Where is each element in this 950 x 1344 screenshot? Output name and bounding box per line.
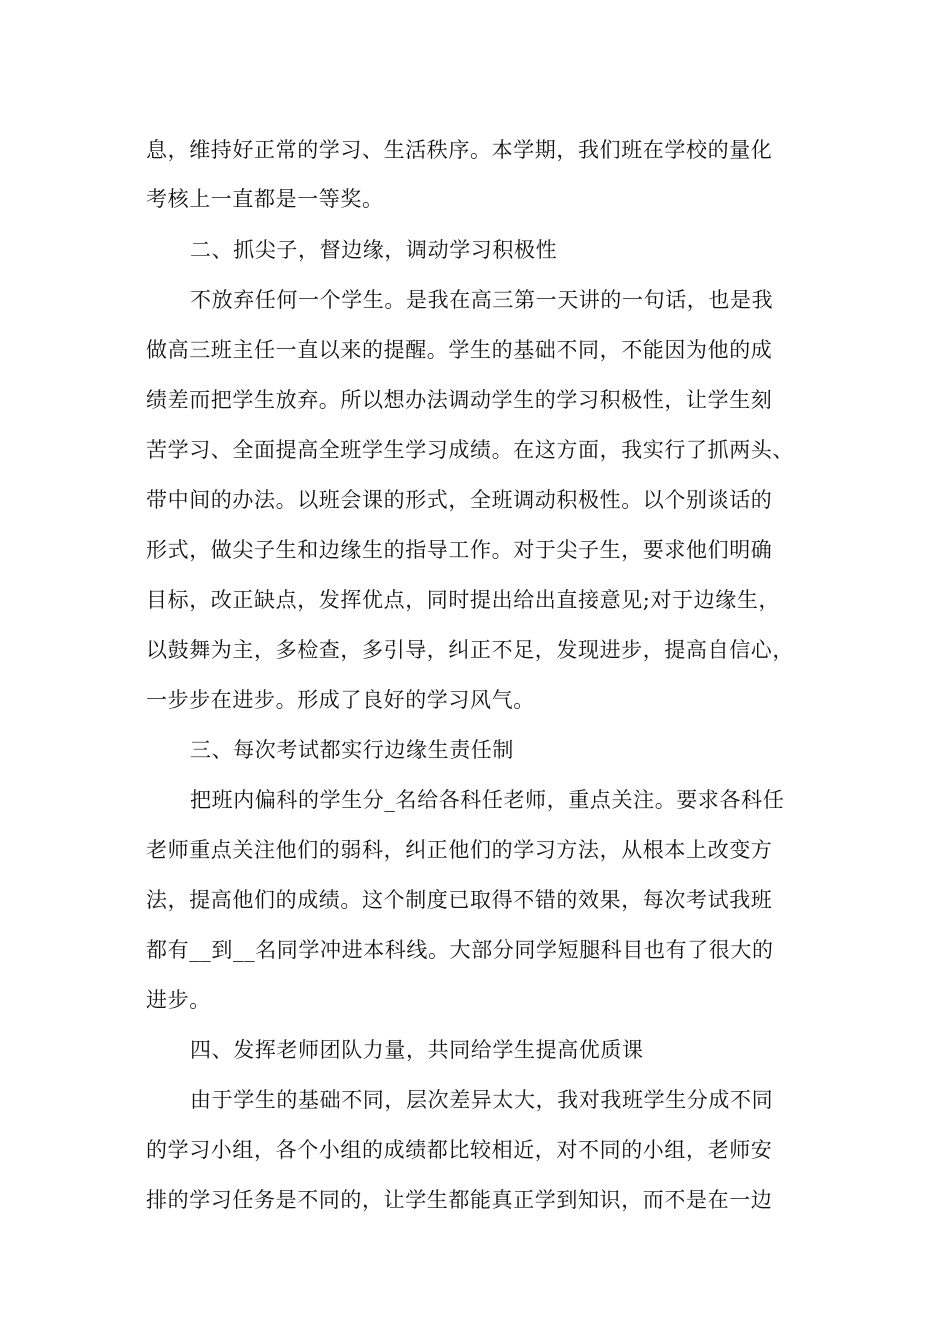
text-line: 苦学习、全面提高全班学生学习成绩。在这方面，我实行了抓两头、	[146, 438, 794, 462]
text-line: 息，维持好正常的学习、生活秩序。本学期，我们班在学校的量化	[146, 138, 773, 162]
text-line: 一步步在进步。形成了良好的学习风气。	[146, 688, 535, 712]
text-line: 法，提高他们的成绩。这个制度已取得不错的效果，每次考试我班	[146, 888, 773, 912]
text-line: 老师重点关注他们的弱科，纠正他们的学习方法，从根本上改变方	[146, 838, 773, 862]
text-line: 考核上一直都是一等奖。	[146, 187, 384, 211]
text-line: 都有__到__名同学冲进本科线。大部分同学短腿科目也有了很大的	[146, 938, 774, 962]
paragraph-first-line: 把班内偏科的学生分_名给各科任老师，重点关注。要求各科任	[190, 788, 785, 812]
text-line: 绩差而把学生放弃。所以想办法调动学生的学习积极性，让学生刻	[146, 388, 773, 412]
section-heading: 二、抓尖子，督边缘，调动学习积极性	[190, 238, 558, 262]
text-line: 形式，做尖子生和边缘生的指导工作。对于尖子生，要求他们明确	[146, 538, 773, 562]
text-line: 以鼓舞为主，多检查，多引导，纠正不足，发现进步，提高自信心，	[146, 638, 794, 662]
text-line: 带中间的办法。以班会课的形式，全班调动积极性。以个别谈话的	[146, 488, 773, 512]
text-line: 的学习小组，各个小组的成绩都比较相近，对不同的小组，老师安	[146, 1138, 773, 1162]
text-line: 目标，改正缺点，发挥优点，同时提出给出直接意见;对于边缘生，	[146, 588, 781, 612]
section-heading: 三、每次考试都实行边缘生责任制	[190, 738, 514, 762]
paragraph-first-line: 由于学生的基础不同，层次差异太大，我对我班学生分成不同	[190, 1088, 774, 1112]
paragraph-first-line: 不放弃任何一个学生。是我在高三第一天讲的一句话，也是我	[190, 288, 774, 312]
text-line: 进步。	[146, 988, 211, 1012]
text-line: 做高三班主任一直以来的提醒。学生的基础不同，不能因为他的成	[146, 338, 773, 362]
section-heading: 四、发挥老师团队力量，共同给学生提高优质课	[190, 1038, 644, 1062]
text-line: 排的学习任务是不同的，让学生都能真正学到知识，而不是在一边	[146, 1188, 773, 1212]
